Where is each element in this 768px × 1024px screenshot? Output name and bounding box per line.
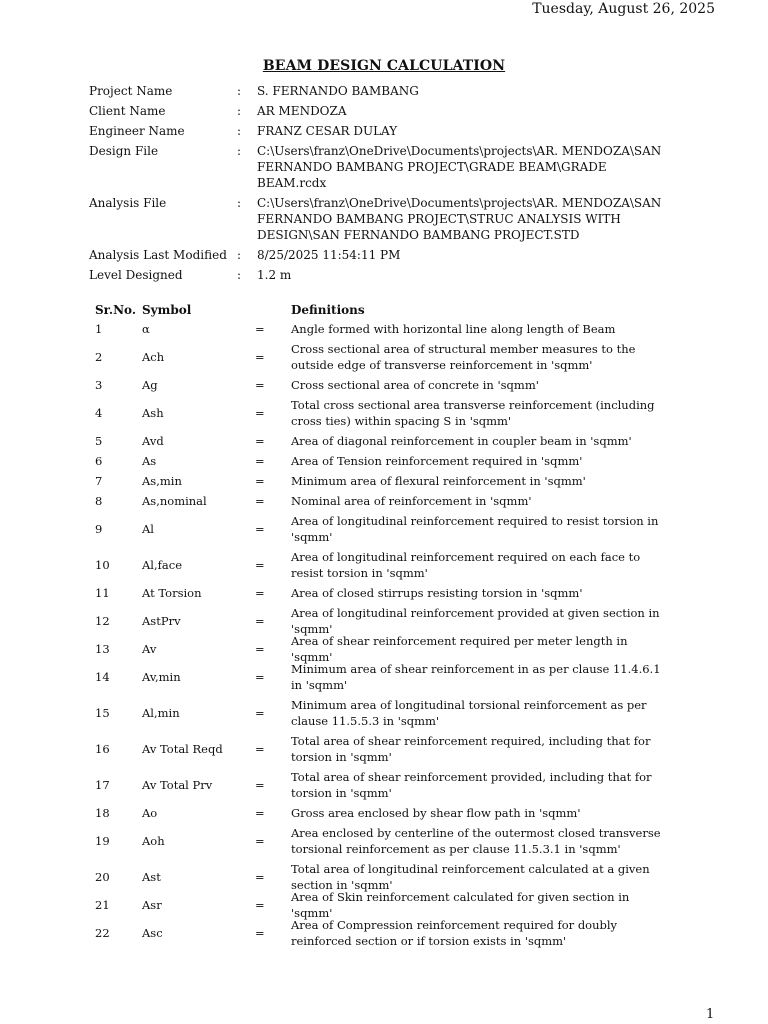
info-label: Analysis Last Modified [89,248,227,262]
info-value: FRANZ CESAR DULAY [257,124,398,138]
row-symbol: Ast [142,870,161,884]
header-symbol: Symbol [142,303,192,317]
row-definition: Area of closed stirrups resisting torsion in 'sqmm' [291,586,583,600]
table-row [95,803,695,823]
row-equals: = [255,586,265,600]
info-row-level-designed [89,267,689,283]
row-symbol: Ash [142,406,164,420]
table-row [95,511,695,547]
row-definition: Total area of longitudinal reinforcement calculated at a given section in 'sqmm' [291,862,650,892]
row-symbol: Al,face [142,558,182,572]
project-info [89,83,689,287]
info-value: 1.2 m [257,268,292,282]
row-symbol: Asc [142,926,163,940]
row-symbol: Av Total Prv [142,778,213,792]
info-row-analysis-file [89,195,689,243]
row-equals: = [255,742,265,756]
row-definition: Angle formed with horizontal line along length of Beam [291,322,616,336]
row-sr-no: 7 [95,474,103,488]
row-definition: Total area of shear reinforcement required, including that for torsion in 'sqmm' [291,734,651,764]
page-number: 1 [706,1007,715,1022]
row-sr-no: 18 [95,806,110,820]
row-equals: = [255,474,265,488]
info-label: Level Designed [89,268,183,282]
info-colon: : [237,124,242,138]
info-row-analysis-last-modified [89,247,689,263]
row-equals: = [255,614,265,628]
info-colon: : [237,144,242,158]
definitions-rows [95,319,695,951]
row-sr-no: 19 [95,834,110,848]
row-equals: = [255,926,265,940]
table-row [95,375,695,395]
info-value: C:\Users\franz\OneDrive\Documents\projects\AR. MENDOZA\SAN FERNANDO BAMBANG PROJECT\GRADE BEAM\GRADE BEAM.rcdx [257,144,662,190]
definitions-table [95,301,695,951]
row-equals: = [255,494,265,508]
row-equals: = [255,898,265,912]
table-row [95,767,695,803]
info-label: Client Name [89,104,166,118]
table-row [95,731,695,767]
row-definition: Nominal area of reinforcement in 'sqmm' [291,494,532,508]
row-symbol: α [142,322,150,336]
row-equals: = [255,350,265,364]
row-definition: Area enclosed by centerline of the outermost closed transverse torsional reinforcement as per clause 11.5.3.1 in 'sqmm' [291,826,661,856]
row-symbol: Av Total Reqd [142,742,223,756]
row-equals: = [255,454,265,468]
row-equals: = [255,670,265,684]
row-sr-no: 10 [95,558,110,572]
header-definitions: Definitions [291,303,365,317]
row-sr-no: 15 [95,706,110,720]
row-equals: = [255,778,265,792]
row-equals: = [255,434,265,448]
table-row [95,395,695,431]
info-label: Design File [89,144,159,158]
table-row [95,890,695,920]
info-value: AR MENDOZA [257,104,347,118]
row-definition: Area of longitudinal reinforcement provided at given section in 'sqmm' [291,606,660,636]
row-symbol: Al [142,522,154,536]
table-row [95,823,695,859]
table-row [95,659,695,695]
row-equals: = [255,642,265,656]
row-symbol: Ao [142,806,158,820]
table-row [95,471,695,491]
row-symbol: As [142,454,157,468]
definitions-header-row [95,301,695,319]
row-symbol: At Torsion [142,586,202,600]
row-equals: = [255,806,265,820]
row-sr-no: 21 [95,898,110,912]
row-sr-no: 11 [95,586,110,600]
row-symbol: As,min [142,474,182,488]
row-equals: = [255,706,265,720]
report-date: Tuesday, August 26, 2025 [532,1,715,17]
info-row-design-file [89,143,689,191]
row-sr-no: 16 [95,742,110,756]
page-title [0,58,768,74]
info-colon: : [237,84,242,98]
table-row [95,339,695,375]
row-equals: = [255,378,265,392]
row-definition: Minimum area of longitudinal torsional reinforcement as per clause 11.5.5.3 in 'sqmm' [291,698,647,728]
row-definition: Total area of shear reinforcement provided, including that for torsion in 'sqmm' [291,770,652,800]
info-value: 8/25/2025 11:54:11 PM [257,248,401,262]
row-equals: = [255,406,265,420]
table-row [95,451,695,471]
info-value: S. FERNANDO BAMBANG [257,84,419,98]
row-equals: = [255,558,265,572]
row-symbol: Ach [142,350,165,364]
row-definition: Area of Tension reinforcement required in 'sqmm' [291,454,583,468]
row-sr-no: 6 [95,454,103,468]
row-definition: Area of diagonal reinforcement in coupler beam in 'sqmm' [291,434,632,448]
header-sr-no: Sr.No. [95,303,137,317]
info-label: Project Name [89,84,173,98]
table-row [95,583,695,603]
row-sr-no: 17 [95,778,110,792]
row-symbol: Avd [142,434,164,448]
row-sr-no: 22 [95,926,110,940]
row-symbol: Av,min [142,670,181,684]
row-equals: = [255,522,265,536]
row-sr-no: 1 [95,322,103,336]
row-definition: Area of shear reinforcement required per meter length in 'sqmm' [291,634,628,664]
info-colon: : [237,196,242,210]
row-symbol: Asr [142,898,162,912]
info-colon: : [237,268,242,282]
table-row [95,915,695,951]
row-equals: = [255,870,265,884]
row-sr-no: 8 [95,494,103,508]
row-definition: Cross sectional area of concrete in 'sqmm' [291,378,539,392]
row-sr-no: 12 [95,614,110,628]
row-sr-no: 20 [95,870,110,884]
row-definition: Cross sectional area of structural member measures to the outside edge of transverse reinforcement in 'sqmm' [291,342,636,372]
row-symbol: As,nominal [142,494,207,508]
row-sr-no: 3 [95,378,103,392]
row-definition: Area of longitudinal reinforcement required on each face to resist torsion in 'sqmm' [291,550,641,580]
row-equals: = [255,834,265,848]
row-symbol: Aoh [142,834,165,848]
row-definition: Gross area enclosed by shear flow path in 'sqmm' [291,806,581,820]
table-row [95,695,695,731]
info-value: C:\Users\franz\OneDrive\Documents\projects\AR. MENDOZA\SAN FERNANDO BAMBANG PROJECT\STRUC ANALYSIS WITH DESIGN\SAN FERNANDO BAMBANG PROJECT.STD [257,196,662,242]
page-title-text: BEAM DESIGN CALCULATION [262,58,506,74]
info-colon: : [237,104,242,118]
row-sr-no: 4 [95,406,103,420]
info-row-client-name [89,103,689,119]
row-definition: Minimum area of flexural reinforcement in 'sqmm' [291,474,586,488]
table-row [95,547,695,583]
table-row [95,319,695,339]
table-row [95,431,695,451]
row-symbol: Ag [142,378,158,392]
row-definition: Area of Skin reinforcement calculated for given section in 'sqmm' [291,890,630,920]
table-row [95,634,695,664]
row-sr-no: 13 [95,642,110,656]
row-definition: Area of longitudinal reinforcement required to resist torsion in 'sqmm' [291,514,659,544]
row-sr-no: 5 [95,434,103,448]
row-symbol: Av [142,642,157,656]
info-row-engineer-name [89,123,689,139]
row-sr-no: 2 [95,350,103,364]
row-definition: Area of Compression reinforcement required for doubly reinforced section or if torsion exists in 'sqmm' [291,918,618,948]
table-row [95,491,695,511]
row-definition: Total cross sectional area transverse reinforcement (including cross ties) within spacing S in 'sqmm' [291,398,655,428]
row-equals: = [255,322,265,336]
info-label: Engineer Name [89,124,185,138]
row-symbol: Al,min [142,706,180,720]
info-row-project-name [89,83,689,99]
row-symbol: AstPrv [142,614,181,628]
row-sr-no: 9 [95,522,103,536]
info-colon: : [237,248,242,262]
row-definition: Minimum area of shear reinforcement in as per clause 11.4.6.1 in 'sqmm' [291,662,661,692]
row-sr-no: 14 [95,670,110,684]
info-label: Analysis File [89,196,167,210]
